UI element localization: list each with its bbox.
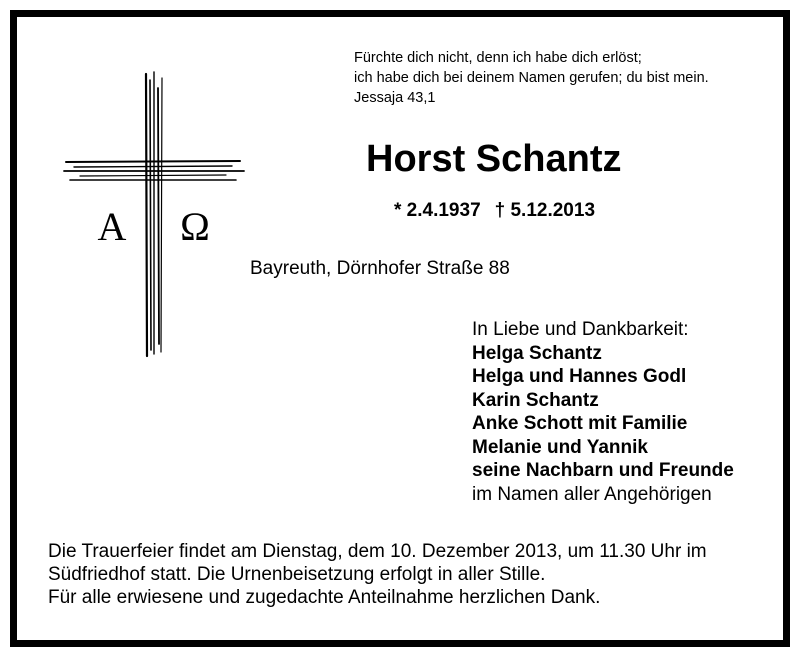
mourner-name: Melanie und Yannik [472,436,648,458]
verse-reference: Jessaja 43,1 [354,90,436,106]
verse-line-1: Fürchte dich nicht, denn ich habe dich erlöst; [354,50,642,66]
footer-line-1: Die Trauerfeier findet am Dienstag, dem 10. Dezember 2013, um 11.30 Uhr im [48,541,707,562]
mourner-name: Helga Schantz [472,342,602,364]
mourners-list [472,318,734,506]
omega-symbol: Ω [180,204,210,249]
mourners-intro: In Liebe und Dankbarkeit: [472,319,689,340]
footer-line-3: Für alle erwiesene und zugedachte Anteilnahme herzlichen Dank. [48,587,601,608]
funeral-notice [48,540,707,609]
deceased-name: Horst Schantz [366,138,622,180]
mourner-name: seine Nachbarn und Freunde [472,460,734,481]
mourner-name: Helga und Hannes Godl [472,366,687,387]
cross-icon [60,70,250,362]
alpha-symbol: A [97,204,127,249]
mourners-outro: im Namen aller Angehörigen [472,483,712,505]
address: Bayreuth, Dörnhofer Straße 88 [250,258,510,279]
death-date: † 5.12.2013 [494,200,596,221]
footer-line-2: Südfriedhof statt. Die Urnenbeisetzung erfolgt in aller Stille. [48,564,546,585]
verse-line-2: ich habe dich bei deinem Namen gerufen; du bist mein. [354,70,709,86]
mourner-name: Anke Schott mit Familie [472,413,688,434]
life-dates [394,200,595,222]
birth-date: * 2.4.1937 [394,200,481,221]
mourner-name: Karin Schantz [472,389,599,411]
bible-verse [354,48,709,108]
